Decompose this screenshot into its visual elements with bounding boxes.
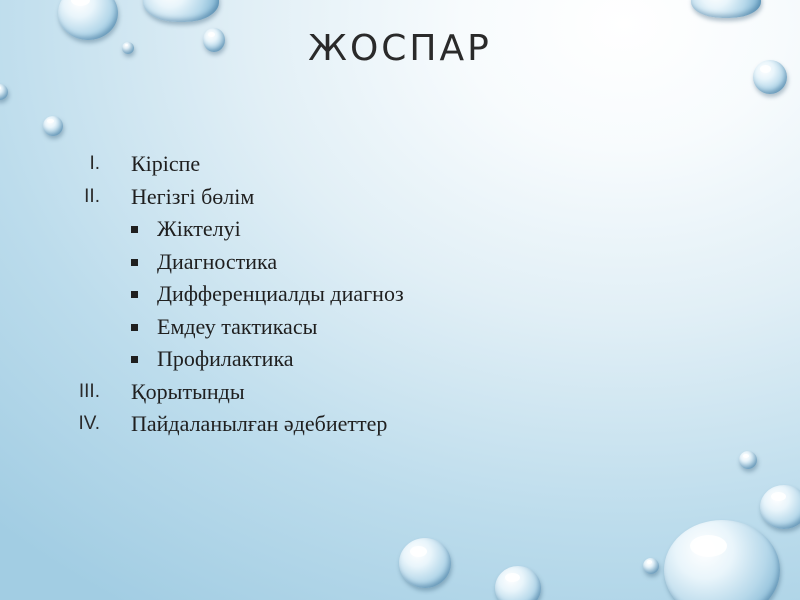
list-item bbox=[0, 376, 800, 409]
water-drop-decoration bbox=[495, 566, 541, 600]
square-bullet-icon bbox=[131, 291, 138, 298]
sub-item-text: Профилактика bbox=[157, 346, 294, 371]
slide-title: ЖОСПАР bbox=[308, 28, 492, 69]
list-item bbox=[0, 148, 800, 181]
water-drop-decoration bbox=[664, 520, 780, 600]
water-drop-decoration bbox=[691, 0, 761, 18]
water-drop-decoration bbox=[0, 84, 8, 100]
water-drop-decoration bbox=[760, 485, 800, 529]
sub-item-text: Дифференциалды диагноз bbox=[157, 281, 404, 306]
roman-numeral: II. bbox=[84, 185, 100, 207]
water-drop-decoration bbox=[643, 558, 659, 574]
list-item bbox=[0, 181, 800, 214]
item-text: Қорытынды bbox=[131, 378, 245, 404]
agenda-list bbox=[0, 148, 800, 441]
sub-list-item bbox=[0, 213, 800, 246]
roman-numeral: IV. bbox=[78, 413, 100, 434]
water-drop-decoration bbox=[739, 451, 757, 469]
sub-list-item bbox=[0, 311, 800, 344]
square-bullet-icon bbox=[131, 324, 138, 331]
square-bullet-icon bbox=[131, 226, 138, 233]
item-text: Кіріспе bbox=[131, 151, 201, 176]
water-drop-decoration bbox=[399, 538, 451, 588]
sub-item-text: Диагностика bbox=[157, 248, 278, 274]
item-text: Негізгі бөлім bbox=[131, 183, 255, 209]
sub-item-text: Жіктелуі bbox=[157, 216, 241, 241]
roman-numeral: III. bbox=[78, 380, 100, 402]
sub-item-text: Емдеу тактикасы bbox=[157, 313, 318, 339]
list-item bbox=[0, 408, 800, 441]
square-bullet-icon bbox=[131, 356, 138, 363]
item-text: Пайдаланылған әдебиеттер bbox=[131, 411, 388, 436]
square-bullet-icon bbox=[131, 259, 138, 266]
sub-list-item bbox=[0, 246, 800, 279]
water-drop-decoration bbox=[43, 116, 63, 136]
water-drop-decoration bbox=[143, 0, 219, 22]
sub-list-item bbox=[0, 278, 800, 311]
sub-list-item bbox=[0, 343, 800, 376]
roman-numeral: I. bbox=[89, 153, 100, 174]
